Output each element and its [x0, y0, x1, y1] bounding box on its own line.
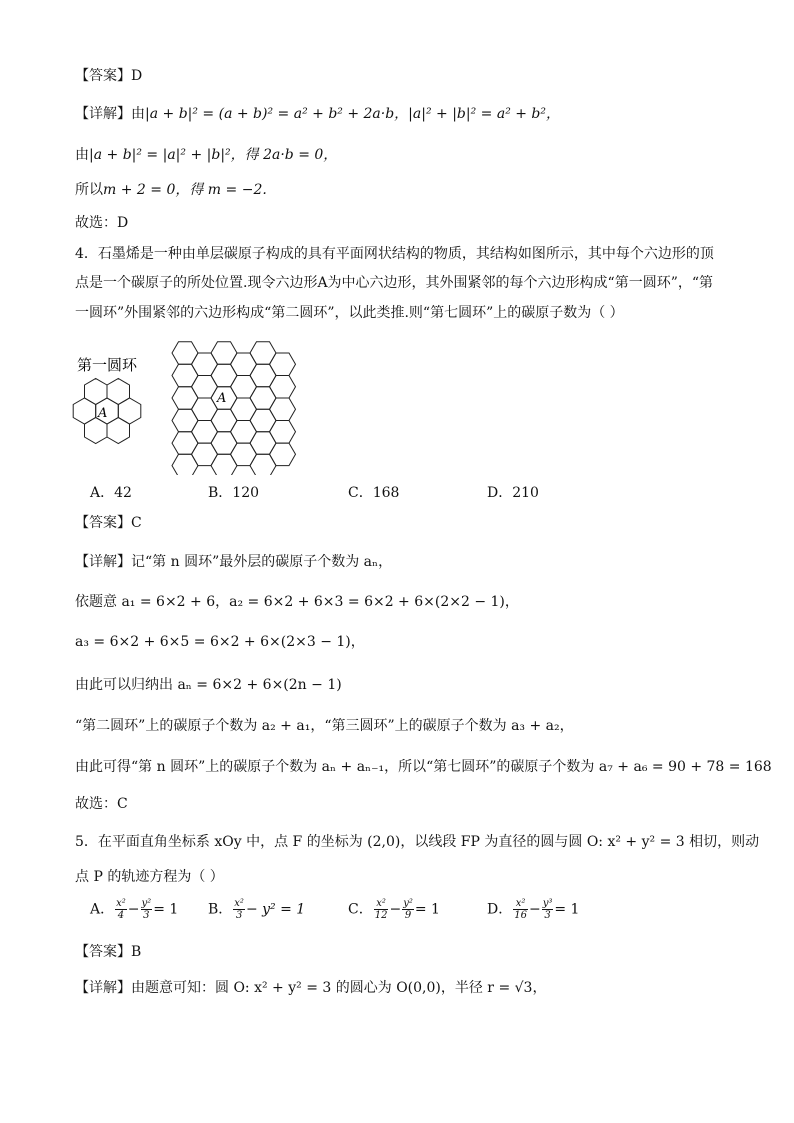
- q4-option-b[interactable]: B．120: [208, 485, 260, 501]
- q5-c-frac2: [402, 898, 414, 921]
- q5-c-frac1: [374, 898, 389, 921]
- hexagon: [250, 454, 276, 475]
- hexagon: [250, 364, 276, 387]
- frac-num: x²: [116, 898, 126, 909]
- hexagon: [270, 353, 296, 376]
- q5-option-c-label: C．: [348, 901, 373, 918]
- hexagon: [250, 387, 276, 410]
- hexagon: [231, 421, 257, 444]
- hexagon: [270, 398, 296, 421]
- q5-detail-line1: 【详解】由题意可知：圆 O: x² + y² = 3 的圆心为 O(0,0)，半径 r = √3，: [75, 980, 547, 996]
- q5-stem-line2: 点 P 的轨迹方程为（ ）: [75, 869, 224, 885]
- q4-answer: 【答案】C: [75, 515, 142, 531]
- hexagon: [172, 364, 198, 387]
- frac-den: 12: [374, 910, 388, 921]
- q4-choose: 故选：C: [75, 796, 128, 812]
- q5-option-d[interactable]: D． $\frac{\text{x²}}{16}$ − $\frac{\text{y³}}{3}$ = 1: [487, 898, 580, 921]
- q4-detail-line3: a₃ = 6×2 + 6×5 = 6×2 + 6×(2×3 − 1)，: [75, 634, 365, 650]
- q5-c-rest: = 1: [414, 901, 440, 918]
- q4-options: [90, 482, 570, 502]
- hexagon: [172, 387, 198, 410]
- hexagon: [211, 364, 237, 387]
- hexagon: [107, 379, 130, 405]
- frac-den: 3: [544, 910, 551, 921]
- q4-option-d[interactable]: D．210: [487, 485, 539, 501]
- hexagon: [231, 353, 257, 376]
- large-hex-grid: [172, 342, 296, 475]
- hexagon: [250, 409, 276, 432]
- frac-num: y²: [141, 898, 152, 909]
- q5-stem-line1: 5．在平面直角坐标系 xOy 中，点 F 的坐标为 (2,0)，以线段 FP 为直径的圆与圆 O: x² + y² = 3 相切，则动: [75, 834, 760, 850]
- q3-detail-line1: [75, 104, 560, 124]
- frac-num: y³: [542, 898, 553, 909]
- hexagon: [118, 398, 141, 424]
- q3-detail-label: 【详解】由: [75, 106, 145, 122]
- hexagon: [73, 398, 96, 424]
- q5-option-c[interactable]: C． $\frac{\text{x²}}{12}$ − $\frac{\text{y²}}{9}$ = 1: [348, 898, 440, 921]
- frac-den: 16: [514, 910, 527, 921]
- hexagon: [192, 398, 218, 421]
- q5-a-rest: = 1: [153, 901, 179, 918]
- hexagon: [172, 454, 198, 475]
- q5-a-frac1: [115, 898, 127, 921]
- q5-a-frac2: [141, 898, 153, 921]
- hexagon: [85, 418, 108, 444]
- q5-d-frac2: [542, 898, 554, 921]
- q4-option-c[interactable]: C．168: [348, 485, 400, 501]
- hexagon: [231, 376, 257, 399]
- q5-options: [90, 898, 590, 930]
- q3-answer: 【答案】D: [75, 68, 143, 84]
- q3-detail-line3: [75, 180, 267, 200]
- hexagon: [192, 443, 218, 466]
- frac-num: x²: [234, 898, 244, 909]
- q4-stem-line2: 点是一个碳原子的所处位置.现令六边形A为中心六边形，其外围紧邻的每个六边形构成“第一圆环”，“第: [75, 275, 714, 291]
- hexagon: [192, 421, 218, 444]
- q4-detail-line4: 由此可以归纳出 aₙ = 6×2 + 6×(2n − 1): [75, 677, 342, 693]
- q4-stem-line3: 一圆环”外围紧邻的六边形构成“第二圆环”，以此类推.则“第七圆环”上的碳原子数为（ ）: [75, 305, 624, 321]
- small-hex-a-label: A: [98, 406, 108, 421]
- q4-detail-line2: 依题意 a₁ = 6×2 + 6，a₂ = 6×2 + 6×3 = 6×2 + 6×(2×2 − 1)，: [75, 594, 519, 610]
- q4-detail-line6: 由此可得“第 n 圆环”上的碳原子个数为 aₙ + aₙ₋₁，所以“第七圆环”的碳原子个数为 a₇ + a₆ = 90 + 78 = 168: [75, 759, 772, 775]
- q5-d-frac1: [513, 898, 528, 921]
- q5-option-a-label: A．: [90, 901, 115, 918]
- hexagon: [211, 342, 237, 365]
- q3-detail-eq1: |a + b|² = (a + b)² = a² + b² + 2a·b，|a|² + |b|² = a² + b²，: [145, 106, 561, 122]
- frac-num: x²: [513, 898, 528, 910]
- figure-label: 第一圆环: [77, 356, 138, 374]
- hexagon: [192, 376, 218, 399]
- hexagon: [231, 443, 257, 466]
- q3-eq2: |a + b|² = |a|² + |b|²，得 2a·b = 0，: [89, 147, 338, 163]
- hexagon: [270, 376, 296, 399]
- q4-option-a[interactable]: A．42: [90, 485, 132, 501]
- q4-stem-line1: 4．石墨烯是一种由单层碳原子构成的具有平面网状结构的物质，其结构如图所示，其中每个六边形的顶: [75, 246, 714, 262]
- frac-num: y²: [403, 898, 413, 909]
- q3-choose: 故选：D: [75, 215, 129, 231]
- frac-den: 3: [143, 910, 150, 921]
- q5-option-a[interactable]: A． $\frac{\text{x²}}{4}$ − $\frac{\text{y²}}{3}$ = 1: [90, 898, 179, 921]
- hexagon: [270, 421, 296, 444]
- frac-num: x²: [374, 898, 389, 910]
- q5-answer: 【答案】B: [75, 944, 142, 960]
- hexagon: [211, 432, 237, 455]
- hexagon: [85, 379, 108, 405]
- hexagon: [250, 342, 276, 365]
- q5-option-d-label: D．: [487, 901, 513, 918]
- q5-d-rest: = 1: [554, 901, 580, 918]
- graphene-figure: [66, 340, 306, 475]
- q5-option-b[interactable]: [208, 898, 305, 921]
- q5-b-tail: − y² = 1: [245, 901, 306, 918]
- q5-b-frac1: [233, 898, 245, 921]
- hexagon: [107, 418, 130, 444]
- hexagon: [211, 454, 237, 475]
- q3-eq3-prefix: 所以: [75, 182, 103, 198]
- hexagon: [211, 409, 237, 432]
- q4-detail-line5: “第二圆环”上的碳原子个数为 a₂ + a₁，“第三圆环”上的碳原子个数为 a₃ + a₂，: [75, 718, 574, 734]
- hexagon: [172, 432, 198, 455]
- hexagon: [192, 353, 218, 376]
- hexagon: [250, 432, 276, 455]
- frac-den: 3: [235, 910, 243, 921]
- q4-detail-line1: 【详解】记“第 n 圆环”最外层的碳原子个数为 aₙ，: [75, 554, 393, 570]
- frac-den: 4: [117, 910, 125, 921]
- q5-option-b-label: B．: [208, 901, 233, 918]
- q3-eq2-prefix: 由: [75, 147, 89, 163]
- hexagon: [172, 409, 198, 432]
- hexagon: [231, 398, 257, 421]
- q3-detail-line2: [75, 145, 337, 165]
- q3-eq3: m + 2 = 0，得 m = −2.: [103, 182, 267, 198]
- large-hex-a-label: A: [217, 391, 227, 406]
- hexagon: [172, 342, 198, 365]
- hexagon: [270, 443, 296, 466]
- frac-den: 9: [404, 910, 412, 921]
